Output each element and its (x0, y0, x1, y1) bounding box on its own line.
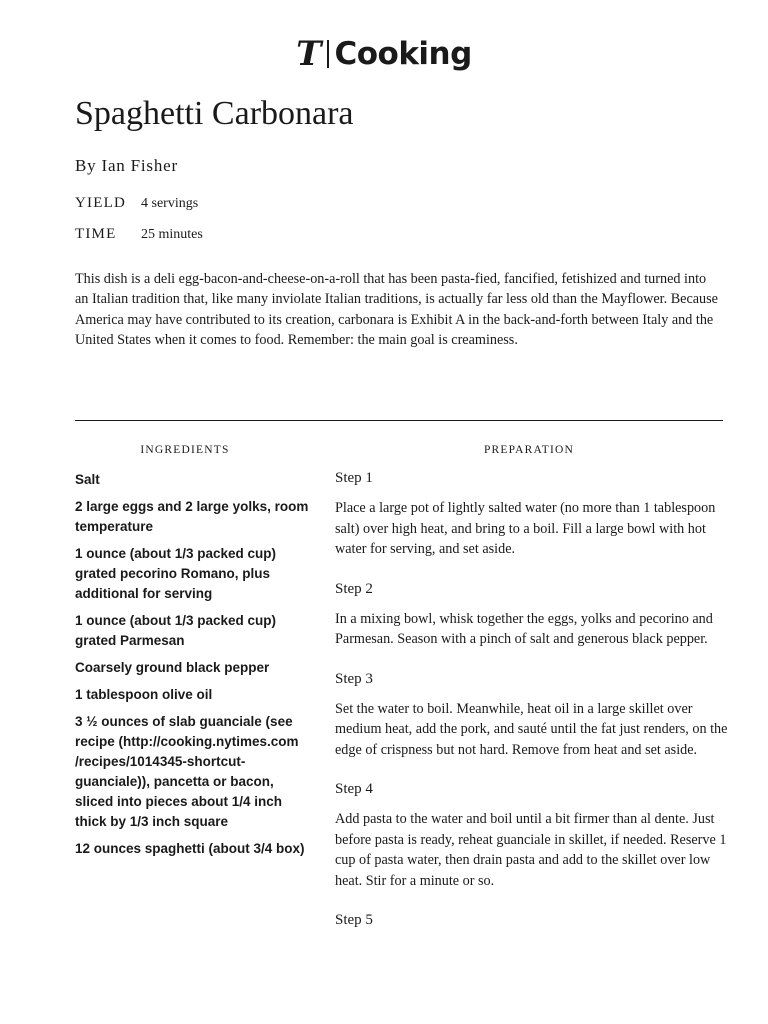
ingredient-item: 1 ounce (about 1/3 packed cup) grated Parmesan (75, 613, 277, 648)
nyt-t-logo-icon: T (296, 34, 322, 74)
ingredients-heading: INGREDIENTS (140, 444, 230, 456)
yield-label: YIELD (75, 195, 126, 211)
step-title: Step 5 (335, 912, 373, 928)
ingredient-item: 1 ounce (about 1/3 packed cup) grated pecorino Romano, plus additional for serving (75, 546, 277, 601)
step-title: Step 2 (335, 580, 373, 597)
logo-divider (327, 40, 329, 68)
section-divider (75, 420, 723, 421)
step-text: Set the water to boil. Meanwhile, heat oil in a large skillet over medium heat, add the pork, and sauté until the fat just renders, on the edge of crispness but not hard. Remove from heat and set aside. (335, 700, 728, 758)
step (335, 579, 735, 650)
recipe-description: This dish is a deli egg-bacon-and-cheese-on-a-roll that has been pasta-fied, fancified, fetishized and turned into an Italian tradition that, like many inviolate Italian traditions, is actually far less old than the Mayflower. Because America may have contributed to its creation, carbonara is Exhibit A in the back-and-forth between Italy and the United States when it comes to food. Remember: the main goal is creaminess. (75, 271, 718, 349)
step-title: Step 4 (335, 781, 373, 797)
yield-row (75, 193, 198, 214)
step-title: Step 3 (335, 670, 373, 687)
ingredient-item: 12 ounces spaghetti (about 3/4 box) (75, 841, 305, 856)
step (335, 779, 735, 891)
ingredient-item: 2 large eggs and 2 large yolks, room temperature (75, 499, 309, 534)
time-row (75, 224, 203, 245)
yield-value: 4 servings (141, 196, 199, 211)
time-label: TIME (75, 226, 117, 242)
step (335, 669, 735, 761)
ingredients-list (75, 470, 315, 866)
step-text: In a mixing bowl, whisk together the eggs, yolks and pecorino and Parmesan. Season with a pinch of salt and generous black pepper. (335, 610, 713, 647)
preparation-heading: PREPARATION (483, 444, 575, 456)
recipe-title: Spaghetti Carbonara (75, 95, 354, 132)
ingredient-item: Coarsely ground black pepper (75, 660, 270, 675)
ingredient-item: Salt (75, 472, 100, 487)
step (335, 468, 735, 560)
recipe-byline: By Ian Fisher (75, 156, 178, 175)
step (335, 910, 735, 930)
logo-wordmark: Cooking (334, 36, 472, 72)
ingredient-item: 3 ½ ounces of slab guanciale (see recipe (http://cooking.nytimes.com /recipes/1014345-shortcut-guanciale)), pancetta or bacon, sliced into pieces about 1/4 inch thick by 1/3 inch square (75, 714, 299, 829)
nyt-cooking-logo[interactable] (0, 36, 768, 72)
preparation-steps (335, 468, 735, 940)
step-text: Add pasta to the water and boil until a bit firmer than al dente. Just before pasta is ready, reheat guanciale in skillet, if needed. Reserve 1 cup of pasta water, then drain pasta and add to the skillet over low heat. Stir for a minute or so. (335, 811, 727, 889)
step-title: Step 1 (335, 470, 373, 486)
time-value: 25 minutes (141, 227, 203, 242)
step-text: Place a large pot of lightly salted water (no more than 1 tablespoon salt) over high heat, and bring to a boil. Fill a large bowl with hot water for serving, and set aside. (335, 500, 716, 557)
ingredient-item: 1 tablespoon olive oil (75, 687, 213, 702)
